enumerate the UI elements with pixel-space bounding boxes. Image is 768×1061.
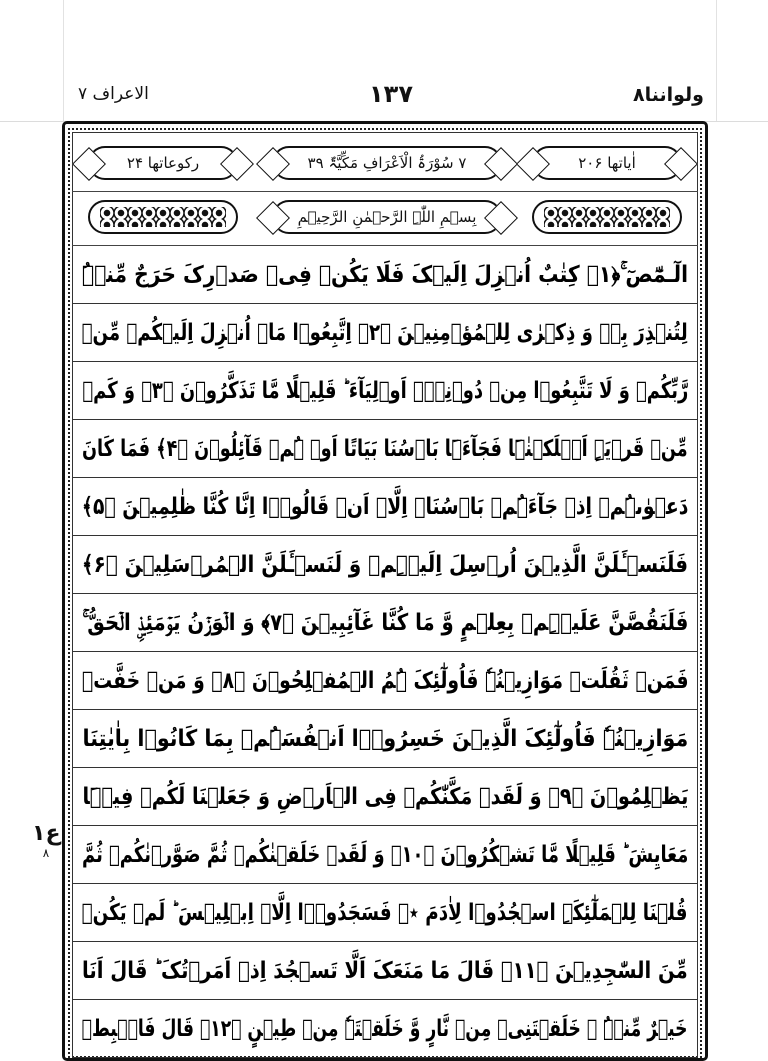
ruku-count: رکوعاتھا ۲۴ [126,154,200,172]
ornament-right [532,200,682,234]
verse-line [72,768,698,826]
verse-line-text: قُلۡنَا لِلۡمَلٰٓئِکَۃِ اسۡجُدُوۡا لِاٰدَمَ ٭ۖ فَسَجَدُوۡۤا اِلَّاۤ اِبۡلِیۡسَ ؕ لَمۡ یَکُنۡ [82,899,688,926]
verse-line-text: یَظۡلِمُوۡنَ ﴿۹﴾ وَ لَقَدۡ مَکَّنّٰکُمۡ فِی الۡاَرۡضِ وَ جَعَلۡنَا لَکُمۡ فِیۡہَا [82,783,688,810]
verse-line [72,536,698,594]
surah-title: ۷ سُوْرَۃُ الْاَعْرَافِ مَکِّیَّۃٌ ۳۹ [307,154,467,172]
surah-title-cartouche [272,146,502,180]
verse-line [72,362,698,420]
knot-pattern-icon [100,207,226,227]
ornament-left [88,200,238,234]
juz-name: ولواننا۸ [632,84,704,106]
verse-line-text: لِتُنۡذِرَ بِہٖ وَ ذِکۡرٰی لِلۡمُؤۡمِنِیۡنَ ﴿۲﴾ اِتَّبِعُوۡا مَاۤ اُنۡزِلَ اِلَیۡکُمۡ مِّنۡ [81,319,689,346]
verse-lines [72,246,698,1058]
ruku-number: ۸ [42,846,50,860]
ayat-count-cartouche [532,146,682,180]
verse-line-text: مِّنۡ قَرۡیَۃٍ اَہۡلَکۡنٰہَا فَجَآءَہَا بَاۡسُنَا بَیَاتًا اَوۡ ہُمۡ قَآئِلُوۡنَ ﴿۴﴾ فَمَا کَانَ [82,435,688,462]
verse-line [72,420,698,478]
verse-line [72,652,698,710]
verse-line-text: فَلَنَسۡـَٔلَنَّ الَّذِیۡنَ اُرۡسِلَ اِلَیۡہِمۡ وَ لَنَسۡـَٔلَنَّ الۡمُرۡسَلِیۡنَ ﴿۶﴾ [81,551,689,578]
verse-line [72,478,698,536]
verse-line [72,594,698,652]
surah-banner [72,138,698,190]
verse-line-text: الٓـمّٓصٓ ۚ﴿۱﴾ کِتٰبٌ اُنۡزِلَ اِلَیۡکَ فَلَا یَکُنۡ فِیۡ صَدۡرِکَ حَرَجٌ مِّنۡہُ [81,261,689,288]
ayat-count: اٰیاتھا ۲۰۶ [578,154,636,172]
verse-line-text: فَلَنَقُصَّنَّ عَلَیۡہِمۡ بِعِلۡمٍ وَّ مَا کُنَّا غَآئِبِیۡنَ ﴿۷﴾ وَ الۡوَزۡنُ یَوۡمَئِذِۣ الۡحَقُّ ۚ [81,609,689,636]
verse-line-text: مَوَازِیۡنُہٗ فَاُولٰٓئِکَ الَّذِیۡنَ خَسِرُوۡۤا اَنۡفُسَہُمۡ بِمَا کَانُوۡا بِاٰیٰتِنَا [82,725,688,752]
ruku-mark: ع۱ [32,821,61,846]
knot-pattern-icon [544,207,670,227]
verse-line [72,710,698,768]
ruku-count-cartouche [88,146,238,180]
bismillah-text: بِسۡمِ اللّٰہِ الرَّحۡمٰنِ الرَّحِیۡمِ [297,208,477,226]
verse-line-text: فَمَنۡ ثَقُلَتۡ مَوَازِیۡنُہٗ فَاُولٰٓئِکَ ہُمُ الۡمُفۡلِحُوۡنَ ﴿۸﴾ وَ مَنۡ خَفَّتۡ [81,667,689,694]
verse-line [72,942,698,1000]
verse-line [72,826,698,884]
verse-line-text: مَعَایِشَ ؕ قَلِیۡلًا مَّا تَشۡکُرُوۡنَ ﴿۱۰﴾ وَ لَقَدۡ خَلَقۡنٰکُمۡ ثُمَّ صَوَّرۡنٰکُمۡ ثُمَّ [81,841,689,868]
running-header [78,80,704,114]
verse-line [72,304,698,362]
verse-line-text: دَعۡوٰىہُمۡ اِذۡ جَآءَہُمۡ بَاۡسُنَاۤ اِلَّاۤ اَنۡ قَالُوۡۤا اِنَّا کُنَّا ظٰلِمِیۡنَ ﴿۵﴾ [81,493,689,520]
verse-line [72,884,698,942]
page-guide-right [716,0,717,122]
page-guide-left [63,0,64,122]
verse-line [72,1000,698,1058]
verse-line-text: خَیۡرٌ مِّنۡہُ ۚ خَلَقۡتَنِیۡ مِنۡ نَّارٍ وَّ خَلَقۡتَہٗ مِنۡ طِیۡنٍ ﴿۱۲﴾ قَالَ فَاہۡبِطۡ [82,1015,688,1042]
bismillah-row [72,192,698,244]
verse-line-text: مِّنَ السّٰجِدِیۡنَ ﴿۱۱﴾ قَالَ مَا مَنَعَکَ اَلَّا تَسۡجُدَ اِذۡ اَمَرۡتُکَ ؕ قَالَ اَنَا [82,957,688,984]
page-number: ۱۳۷ [369,80,413,108]
verse-line [72,246,698,304]
verse-line-text: رَّبِّکُمۡ وَ لَا تَتَّبِعُوۡا مِنۡ دُوۡنِہٖۤ اَوۡلِیَآءَ ؕ قَلِیۡلًا مَّا تَذَکَّرُوۡنَ ﴿۳﴾ وَ کَمۡ [82,377,688,404]
bismillah-cartouche [272,200,502,234]
ruku-margin-marker [32,822,60,860]
surah-name: الاعراف ۷ [78,84,149,104]
